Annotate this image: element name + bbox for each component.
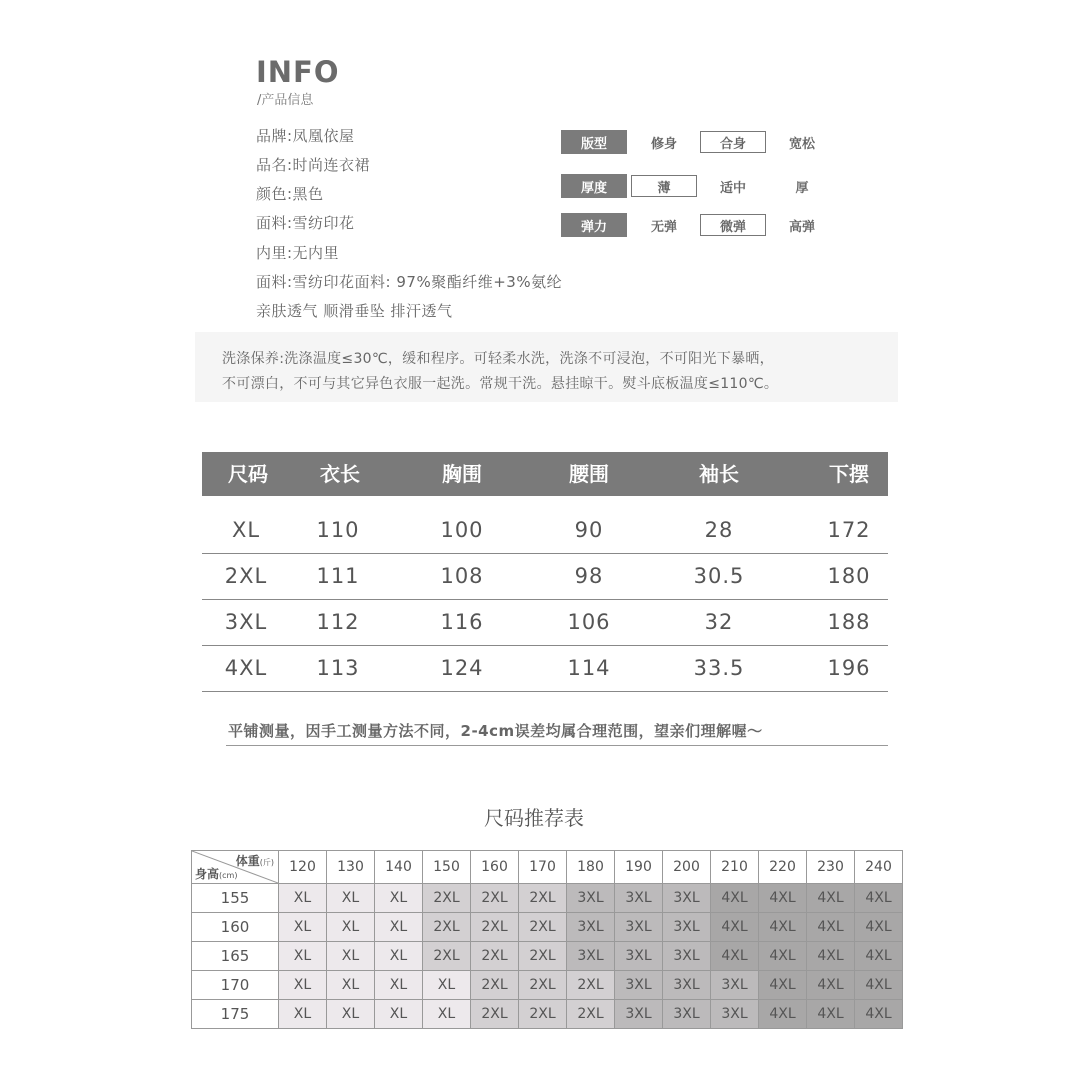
size-recommend-cell: 3XL [663, 971, 711, 1000]
size-cell: 108 [440, 564, 484, 588]
attr-option: 高弹 [788, 219, 815, 235]
size-cell: 113 [316, 656, 360, 680]
attr-label-thickness: 厚度 [561, 174, 627, 198]
size-recommend-cell: 2XL [519, 1000, 567, 1029]
size-cell: XL [231, 518, 261, 542]
size-recommend-cell: 4XL [807, 1000, 855, 1029]
size-cell: 111 [316, 564, 360, 588]
attr-option: 厚 [795, 180, 809, 196]
info-title: INFO [256, 55, 340, 89]
attr-row-fit [561, 130, 838, 154]
size-cell: 172 [827, 518, 871, 542]
size-recommend-cell: 2XL [423, 913, 471, 942]
size-table-row [202, 645, 888, 692]
care-text-line-1: 洗涤保养:洗涤温度≤30℃，缓和程序。可轻柔水洗，洗涤不可浸泡，不可阳光下暴晒， [222, 351, 774, 367]
size-recommend-cell: XL [327, 971, 375, 1000]
size-recommend-cell: 4XL [759, 913, 807, 942]
weight-header-cell: 210 [711, 851, 759, 884]
grid-row [192, 884, 903, 913]
size-cell: 196 [827, 656, 871, 680]
size-recommend-cell: 4XL [855, 884, 903, 913]
size-recommend-cell: 3XL [663, 942, 711, 971]
height-cell: 165 [192, 942, 279, 971]
weight-header-cell: 150 [423, 851, 471, 884]
size-recommend-cell: XL [279, 971, 327, 1000]
attr-label-elasticity: 弹力 [561, 213, 627, 237]
size-recommend-cell: 3XL [615, 942, 663, 971]
care-text-line-2: 不可漂白，不可与其它异色衣服一起洗。常规干洗。悬挂晾干。熨斗底板温度≤110℃。 [222, 376, 779, 392]
size-recommend-cell: 3XL [615, 913, 663, 942]
size-cell: 188 [827, 610, 871, 634]
size-cell: 114 [567, 656, 611, 680]
size-recommend-cell: XL [279, 1000, 327, 1029]
weight-label [236, 852, 274, 869]
size-header-cell: 尺码 [228, 462, 268, 486]
weight-header-cell: 170 [519, 851, 567, 884]
size-recommend-cell: 2XL [471, 884, 519, 913]
size-recommend-cell: XL [375, 913, 423, 942]
attr-row-elasticity [561, 213, 838, 237]
spec-lining: 内里:无内里 [256, 244, 340, 262]
weight-header-cell: 200 [663, 851, 711, 884]
size-recommend-cell: 3XL [615, 971, 663, 1000]
size-recommend-cell: 2XL [423, 942, 471, 971]
size-cell: 90 [574, 518, 604, 542]
size-recommend-cell: 4XL [855, 913, 903, 942]
size-recommend-cell: 2XL [471, 1000, 519, 1029]
size-recommend-cell: 3XL [567, 913, 615, 942]
grid-row [192, 913, 903, 942]
grid-header-row [192, 851, 903, 884]
weight-header-cell: 190 [615, 851, 663, 884]
size-recommend-cell: XL [327, 942, 375, 971]
size-table-header [202, 452, 888, 496]
size-recommend-cell: 3XL [567, 884, 615, 913]
size-recommend-cell: 4XL [855, 942, 903, 971]
size-header-cell: 下摆 [829, 462, 869, 486]
attr-option: 宽松 [788, 136, 815, 152]
note-divider [226, 745, 888, 746]
grid-row [192, 942, 903, 971]
size-recommend-cell: 2XL [519, 884, 567, 913]
size-recommend-cell: 2XL [471, 942, 519, 971]
size-recommend-cell: 4XL [759, 1000, 807, 1029]
weight-header-cell: 120 [279, 851, 327, 884]
size-recommend-cell: 4XL [855, 971, 903, 1000]
size-recommend-cell: XL [327, 884, 375, 913]
size-cell: 100 [440, 518, 484, 542]
size-recommend-cell: 3XL [663, 913, 711, 942]
weight-unit: (斤) [259, 858, 274, 867]
size-header-cell: 袖长 [699, 462, 739, 486]
attr-label-fit: 版型 [561, 130, 627, 154]
size-recommend-cell: XL [327, 913, 375, 942]
size-recommend-cell: 2XL [519, 971, 567, 1000]
size-header-cell: 腰围 [569, 462, 609, 486]
attr-option-selected: 合身 [700, 131, 766, 153]
size-recommend-cell: 3XL [711, 971, 759, 1000]
attr-option-selected: 薄 [631, 175, 697, 197]
size-recommend-cell: 4XL [807, 971, 855, 1000]
attr-row-thickness [561, 174, 838, 198]
size-cell: 112 [316, 610, 360, 634]
attr-option: 修身 [650, 136, 677, 152]
height-cell: 170 [192, 971, 279, 1000]
size-recommend-cell: 4XL [759, 884, 807, 913]
weight-header-cell: 220 [759, 851, 807, 884]
weight-label-text: 体重 [235, 854, 260, 868]
size-cell: 180 [827, 564, 871, 588]
size-recommend-cell: 2XL [423, 884, 471, 913]
size-recommend-cell: XL [375, 884, 423, 913]
spec-product-name: 品名:时尚连衣裙 [256, 156, 371, 174]
size-recommend-cell: 4XL [807, 884, 855, 913]
size-cell: 32 [704, 610, 734, 634]
size-recommend-cell: XL [279, 942, 327, 971]
size-recommend-cell: XL [279, 913, 327, 942]
measurement-note: 平铺测量，因手工测量方法不同，2-4cm误差均属合理范围，望亲们理解喔～ [228, 722, 763, 740]
weight-header-cell: 180 [567, 851, 615, 884]
size-recommend-cell: XL [279, 884, 327, 913]
size-cell: 124 [440, 656, 484, 680]
size-recommend-cell: 2XL [471, 913, 519, 942]
size-recommend-cell: 4XL [807, 913, 855, 942]
size-cell: 33.5 [693, 656, 745, 680]
size-recommend-cell: 3XL [663, 1000, 711, 1029]
size-recommend-cell: 4XL [711, 942, 759, 971]
size-recommend-cell: 2XL [471, 971, 519, 1000]
size-recommend-cell: XL [375, 1000, 423, 1029]
attr-option: 无弹 [650, 219, 677, 235]
size-recommend-cell: 4XL [711, 884, 759, 913]
attr-option: 适中 [719, 180, 746, 196]
attr-option-selected: 微弹 [700, 214, 766, 236]
size-recommend-cell: 3XL [567, 942, 615, 971]
grid-row [192, 971, 903, 1000]
size-recommend-cell: 4XL [855, 1000, 903, 1029]
size-recommend-cell: 4XL [759, 971, 807, 1000]
height-unit: (cm) [219, 871, 238, 880]
recommend-grid [191, 850, 903, 1029]
spec-composition: 面料:雪纺印花面料: 97%聚酯纤维+3%氨纶 [256, 273, 563, 291]
grid-corner-cell [192, 851, 279, 884]
spec-features: 亲肤透气 顺滑垂坠 排汗透气 [256, 302, 453, 320]
size-table-row [202, 553, 888, 600]
size-recommend-cell: 2XL [519, 942, 567, 971]
weight-header-cell: 230 [807, 851, 855, 884]
size-recommend-cell: XL [423, 1000, 471, 1029]
size-cell: 4XL [224, 656, 268, 680]
size-recommend-cell: 4XL [807, 942, 855, 971]
weight-header-cell: 160 [471, 851, 519, 884]
weight-header-cell: 130 [327, 851, 375, 884]
size-recommend-cell: 2XL [567, 1000, 615, 1029]
height-cell: 175 [192, 1000, 279, 1029]
size-cell: 106 [567, 610, 611, 634]
size-cell: 2XL [224, 564, 268, 588]
size-cell: 28 [704, 518, 734, 542]
weight-header-cell: 140 [375, 851, 423, 884]
height-label [195, 865, 237, 882]
spec-fabric: 面料:雪纺印花 [256, 214, 355, 232]
height-label-text: 身高 [195, 867, 220, 881]
info-subtitle: /产品信息 [257, 93, 314, 108]
size-recommend-cell: 3XL [615, 1000, 663, 1029]
size-recommend-cell: 2XL [567, 971, 615, 1000]
size-recommend-cell: XL [375, 942, 423, 971]
size-cell: 3XL [224, 610, 268, 634]
size-recommend-cell: XL [327, 1000, 375, 1029]
size-recommend-cell: 3XL [615, 884, 663, 913]
size-recommend-cell: XL [423, 971, 471, 1000]
size-recommend-cell: XL [375, 971, 423, 1000]
size-cell: 98 [574, 564, 604, 588]
spec-brand: 品牌:凤凰依屋 [256, 127, 355, 145]
height-cell: 160 [192, 913, 279, 942]
size-recommend-cell: 2XL [519, 913, 567, 942]
size-recommend-cell: 3XL [663, 884, 711, 913]
height-cell: 155 [192, 884, 279, 913]
weight-header-cell: 240 [855, 851, 903, 884]
size-table-row [202, 599, 888, 646]
recommend-title: 尺码推荐表 [484, 806, 584, 830]
size-cell: 110 [316, 518, 360, 542]
size-cell: 30.5 [693, 564, 745, 588]
size-recommend-cell: 3XL [711, 1000, 759, 1029]
size-recommend-cell: 4XL [759, 942, 807, 971]
size-table-row [202, 507, 888, 554]
size-header-cell: 胸围 [442, 462, 482, 486]
grid-row [192, 1000, 903, 1029]
size-recommend-cell: 4XL [711, 913, 759, 942]
size-header-cell: 衣长 [320, 462, 360, 486]
spec-color: 颜色:黑色 [256, 185, 324, 203]
size-cell: 116 [440, 610, 484, 634]
